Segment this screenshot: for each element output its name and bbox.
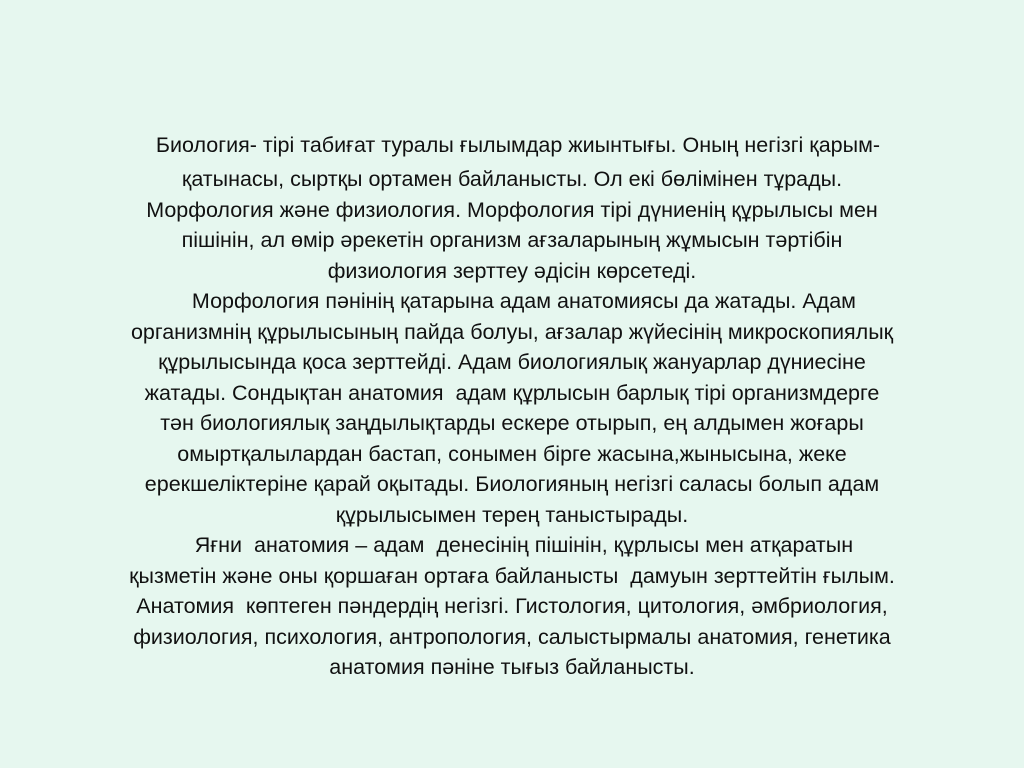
text-line: Морфология және физиология. Морфология тірі дүниенің құрылысы мен [146,197,878,222]
text-line: физиология, психология, антропология, салыстырмалы анатомия, генетика [133,624,891,649]
slide-body-text [0,124,1024,683]
text-line: пішінін, ал өмір әрекетін организм ағзаларының жұмысын тәртібін [181,228,843,252]
text-line: қызметін және оны қоршаған ортаға байланысты дамуын зерттейтін ғылым. [129,563,895,588]
text-line: омыртқалылардан бастап, сонымен бірге жасына,жынысына, жеке [177,441,847,466]
text-line: жатады. Сондықтан анатомия адам құрлысын барлық тірі организмдерге [144,380,880,405]
text-line: құрылысында қоса зерттейді. Адам биологиялық жануарлар дүниесіне [158,350,866,374]
text-line: қатынасы, сыртқы ортамен байланысты. Ол екі бөлімінен тұрады. [181,167,843,191]
text-line: құрылысымен терең таныстырады. [335,502,689,527]
text-line: Морфология пәнінің қатарына адам анатомиясы да жатады. Адам [168,289,856,313]
text-line: Биология- тірі табиғат туралы ғылымдар жиынтығы. Оның негізгі қарым- [143,133,881,157]
text-line: тән биологиялық заңдылықтарды ескере отырып, ең алдымен жоғары [160,411,864,435]
text-line: ерекшеліктеріне қарай оқытады. Биологияның негізгі саласы болып адам [144,472,880,496]
text-line: организмнің құрылысының пайда болуы, ағзалар жүйесінің микроскопиялық [130,319,894,344]
text-line: анатомия пәніне тығыз байланысты. [329,655,695,679]
text-line: Анатомия көптеген пәндердің негізгі. Гистология, цитология, әмбриология, [136,594,888,618]
text-line: физиология зерттеу әдісін көрсетеді. [327,258,697,283]
text-line: Яғни анатомия – адам денесінің пішінін, құрлысы мен атқаратын [170,533,854,557]
